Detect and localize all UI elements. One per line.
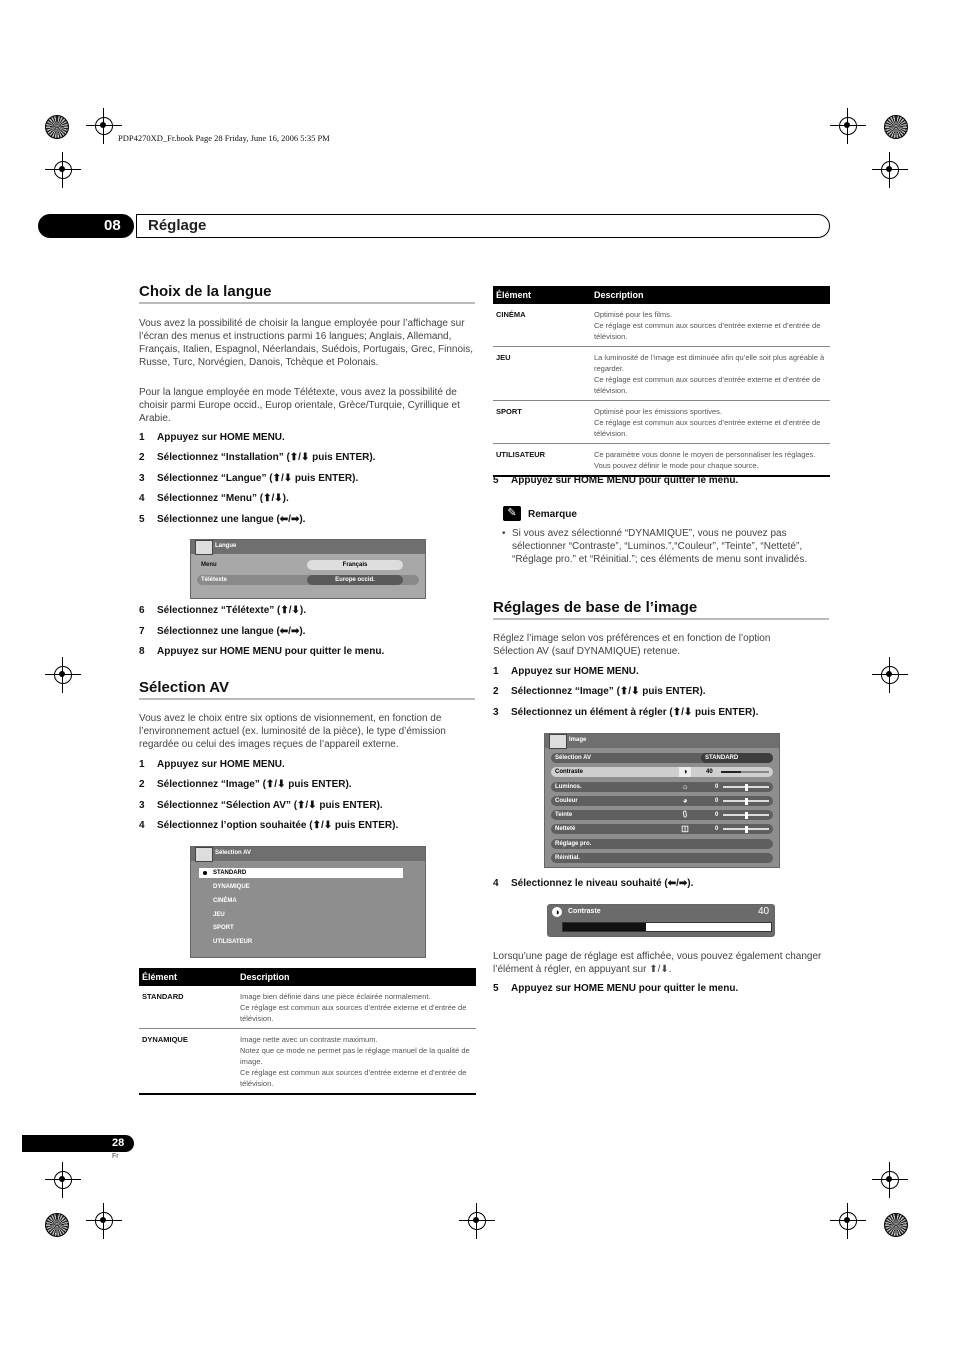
step: 4 Sélectionnez le niveau souhaité (⬅/➡).: [493, 878, 694, 889]
av-option[interactable]: CINÉMA: [213, 898, 237, 904]
table-desc: Image nette avec un contraste maximum. Notez que ce mode ne permet pas le réglage manuel de la qualité de image. Ce réglage est commun aux sources d’entrée externe et d’entrée de télévision.: [237, 1029, 476, 1095]
crosshair-icon: [830, 108, 866, 144]
osd-row-reset[interactable]: Réinitial.: [551, 853, 773, 863]
table-key: JEU: [493, 347, 591, 401]
contrast-label: Contraste: [568, 908, 601, 915]
table-desc: Ce paramètre vous donne le moyen de personnaliser les réglages. Vous pouvez définir le mode pour chaque source.: [591, 444, 830, 477]
registration-dial-icon: [884, 1213, 908, 1237]
av-option[interactable]: STANDARD: [199, 868, 403, 878]
step: 2 Sélectionnez “Installation” (⬆/⬇ puis ENTER).: [139, 452, 376, 463]
osd-row-av[interactable]: Sélection AV STANDARD: [551, 753, 773, 763]
slider-knob[interactable]: [745, 826, 748, 833]
crosshair-icon: [830, 1203, 866, 1239]
slider-knob[interactable]: [745, 784, 748, 791]
table-desc: Optimisé pour les films. Ce réglage est commun aux sources d’entrée externe et d’entrée de télévision.: [591, 304, 830, 347]
registration-dial-icon: [884, 115, 908, 139]
crosshair-icon: [45, 657, 81, 693]
slider-knob[interactable]: [745, 798, 748, 805]
row-value: 40: [706, 769, 713, 775]
page-number: 28: [112, 1137, 125, 1149]
step: 1 Appuyez sur HOME MENU.: [493, 666, 639, 677]
crosshair-icon: [86, 1203, 122, 1239]
step: 2 Sélectionnez “Image” (⬆/⬇ puis ENTER).: [493, 686, 706, 697]
row-value: 0: [715, 812, 719, 818]
step: 5 Appuyez sur HOME MENU pour quitter le menu.: [493, 983, 739, 994]
osd-row-menu[interactable]: Menu Français: [197, 560, 419, 570]
teletext-value[interactable]: Europe occid.: [307, 575, 403, 585]
crosshair-icon: [45, 1162, 81, 1198]
sharpness-icon: ◫: [681, 824, 689, 833]
paragraph: Pour la langue employée en mode Télétexte, vous avez la possibilité de choisir parmi Europe occid., Europ orientale, Grèce/Turquie, Cyrillique et Arabie.: [139, 387, 460, 424]
slider-knob[interactable]: [745, 812, 748, 819]
table-header: Élément: [139, 968, 237, 986]
section-title-langue: Choix de la langue: [139, 283, 272, 300]
table-row: [493, 304, 830, 347]
menu-icon: [195, 847, 213, 862]
contrast-value: 40: [758, 906, 770, 917]
table-desc: Image bien définie dans une pièce éclairée normalement. Ce réglage est commun aux sources d’entrée externe et d’entrée de télévision.: [237, 986, 476, 1029]
menu-value[interactable]: Français: [307, 560, 403, 570]
row-value: 0: [715, 826, 719, 832]
osd-title: Sélection AV: [215, 850, 252, 856]
table-header: Élément: [493, 286, 591, 304]
section-rule: [139, 302, 475, 304]
crosshair-icon: [459, 1203, 495, 1239]
chapter-number: 08: [104, 217, 121, 234]
table-key: UTILISATEUR: [493, 444, 591, 477]
table-row: [493, 401, 830, 444]
step: 2 Sélectionnez “Image” (⬆/⬇ puis ENTER).: [139, 779, 352, 790]
osd-title: Image: [569, 737, 587, 743]
table-row: [139, 1029, 476, 1095]
chapter-bar: [136, 214, 830, 238]
brightness-icon: ☼: [681, 782, 689, 791]
osd-row-couleur[interactable]: Couleur ◕ 0: [551, 796, 773, 806]
paragraph: Réglez l’image selon vos préférences et en fonction de l’option Sélection AV (sauf DYNAMIQUE) retenue.: [493, 633, 771, 657]
step: 3 Sélectionnez un élément à régler (⬆/⬇ puis ENTER).: [493, 707, 759, 718]
mode-table: [493, 286, 830, 477]
section-title-av: Sélection AV: [139, 679, 230, 696]
contrast-icon: ◑: [552, 907, 562, 917]
crosshair-icon: [86, 108, 122, 144]
registration-dial-icon: [45, 1213, 69, 1237]
row-value: 0: [715, 798, 719, 804]
page-lang: Fr: [112, 1153, 119, 1160]
crosshair-icon: [872, 657, 908, 693]
chapter-title: Réglage: [148, 217, 207, 234]
av-option[interactable]: DYNAMIQUE: [213, 884, 250, 890]
menu-icon: [549, 734, 567, 749]
step: 5 Sélectionnez une langue (⬅/➡).: [139, 514, 306, 525]
mode-table: [139, 968, 476, 1095]
image-osd: [544, 733, 780, 868]
registration-dial-icon: [45, 115, 69, 139]
contrast-level-fill: [563, 923, 646, 931]
crosshair-icon: [872, 152, 908, 188]
step: 3 Sélectionnez “Sélection AV” (⬆/⬇ puis ENTER).: [139, 800, 383, 811]
paragraph: Lorsqu’une page de réglage est affichée, vous pouvez également changer l’élément à régler, en appuyant sur ⬆/⬇.: [493, 951, 822, 975]
section-rule: [139, 698, 475, 700]
table-key: STANDARD: [139, 986, 237, 1029]
table-header: Description: [591, 286, 830, 304]
contrast-icon: ◑: [679, 767, 691, 777]
step: 8 Appuyez sur HOME MENU pour quitter le menu.: [139, 646, 385, 657]
av-option[interactable]: UTILISATEUR: [213, 939, 253, 945]
av-option[interactable]: JEU: [213, 912, 225, 918]
note-text: Si vous avez sélectionné “DYNAMIQUE”, vous ne pouvez pas sélectionner “Contraste”, “Luminos.”,“Couleur”, “Teinte”, “Netteté”, “Réglage pro.” et “Réinitial.”; ces éléments de menu sont invalidés.: [512, 528, 808, 565]
note-icon: ✎: [503, 506, 521, 521]
langue-osd: [190, 539, 426, 599]
selected-dot-icon: [203, 871, 207, 875]
av-option[interactable]: SPORT: [213, 925, 234, 931]
step: 6 Sélectionnez “Télétexte” (⬆/⬇).: [139, 605, 307, 616]
table-key: CINÉMA: [493, 304, 591, 347]
av-value[interactable]: STANDARD: [701, 753, 773, 763]
table-row: [493, 444, 830, 477]
step: 3 Sélectionnez “Langue” (⬆/⬇ puis ENTER).: [139, 473, 359, 484]
paragraph: Vous avez la possibilité de choisir la langue employée pour l’affichage sur l’écran des menus et instructions parmi 16 langues; Anglais, Allemand, Français, Italien, Espagnol, Néerlandais, Suédois, Portugais, Grec, Finnois, Russe, Turc, Norvégien, Danois, Tchèque et Polonais.: [139, 318, 474, 368]
paragraph: Vous avez le choix entre six options de visionnement, en fonction de l’environnement actuel (ex. luminosité de la pièce), le type d’émission regardée ou celui des images reçues de l’appareil externe.: [139, 713, 446, 750]
row-value: 0: [715, 784, 719, 790]
osd-row-teletexte[interactable]: Télétexte Europe occid.: [197, 575, 419, 585]
osd-row-nettete[interactable]: Netteté ◫ 0: [551, 824, 773, 834]
step: 1 Appuyez sur HOME MENU.: [139, 432, 285, 443]
table-desc: La luminosité de l’image est diminuée afin qu’elle soit plus agréable à regarder. Ce réglage est commun aux sources d’entrée externe et d’entrée de télévision.: [591, 347, 830, 401]
osd-row-teinte[interactable]: Teinte ⩇ 0: [551, 810, 773, 820]
osd-title: Langue: [215, 543, 237, 549]
step: 4 Sélectionnez l’option souhaitée (⬆/⬇ puis ENTER).: [139, 820, 399, 831]
step: 5 Appuyez sur HOME MENU pour quitter le menu.: [493, 475, 739, 486]
note-bullet: •: [502, 528, 506, 539]
step: 7 Sélectionnez une langue (⬅/➡).: [139, 626, 306, 637]
menu-icon: [195, 540, 213, 555]
color-icon: ◕: [682, 796, 688, 805]
contrast-level-bar[interactable]: [562, 922, 772, 932]
osd-row-contraste[interactable]: Contraste ◑ 40: [551, 767, 773, 777]
note-title: Remarque: [528, 509, 577, 520]
crosshair-icon: [872, 1162, 908, 1198]
osd-row-pro[interactable]: Réglage pro.: [551, 839, 773, 849]
table-key: SPORT: [493, 401, 591, 444]
table-key: DYNAMIQUE: [139, 1029, 237, 1095]
table-header: Description: [237, 968, 476, 986]
osd-row-luminos[interactable]: Luminos. ☼ 0: [551, 782, 773, 792]
tint-icon: ⩇: [683, 810, 687, 819]
av-osd: [190, 846, 426, 958]
section-title-image: Réglages de base de l’image: [493, 599, 698, 616]
step: 1 Appuyez sur HOME MENU.: [139, 759, 285, 770]
file-info: PDP4270XD_Fr.book Page 28 Friday, June 16, 2006 5:35 PM: [118, 133, 330, 143]
step: 4 Sélectionnez “Menu” (⬆/⬇).: [139, 493, 289, 504]
contrast-level-osd: [547, 904, 775, 937]
table-desc: Optimisé pour les émissions sportives. Ce réglage est commun aux sources d’entrée externe et d’entrée de télévision.: [591, 401, 830, 444]
section-rule: [493, 618, 829, 620]
table-row: [493, 347, 830, 401]
crosshair-icon: [45, 152, 81, 188]
table-row: [139, 986, 476, 1029]
